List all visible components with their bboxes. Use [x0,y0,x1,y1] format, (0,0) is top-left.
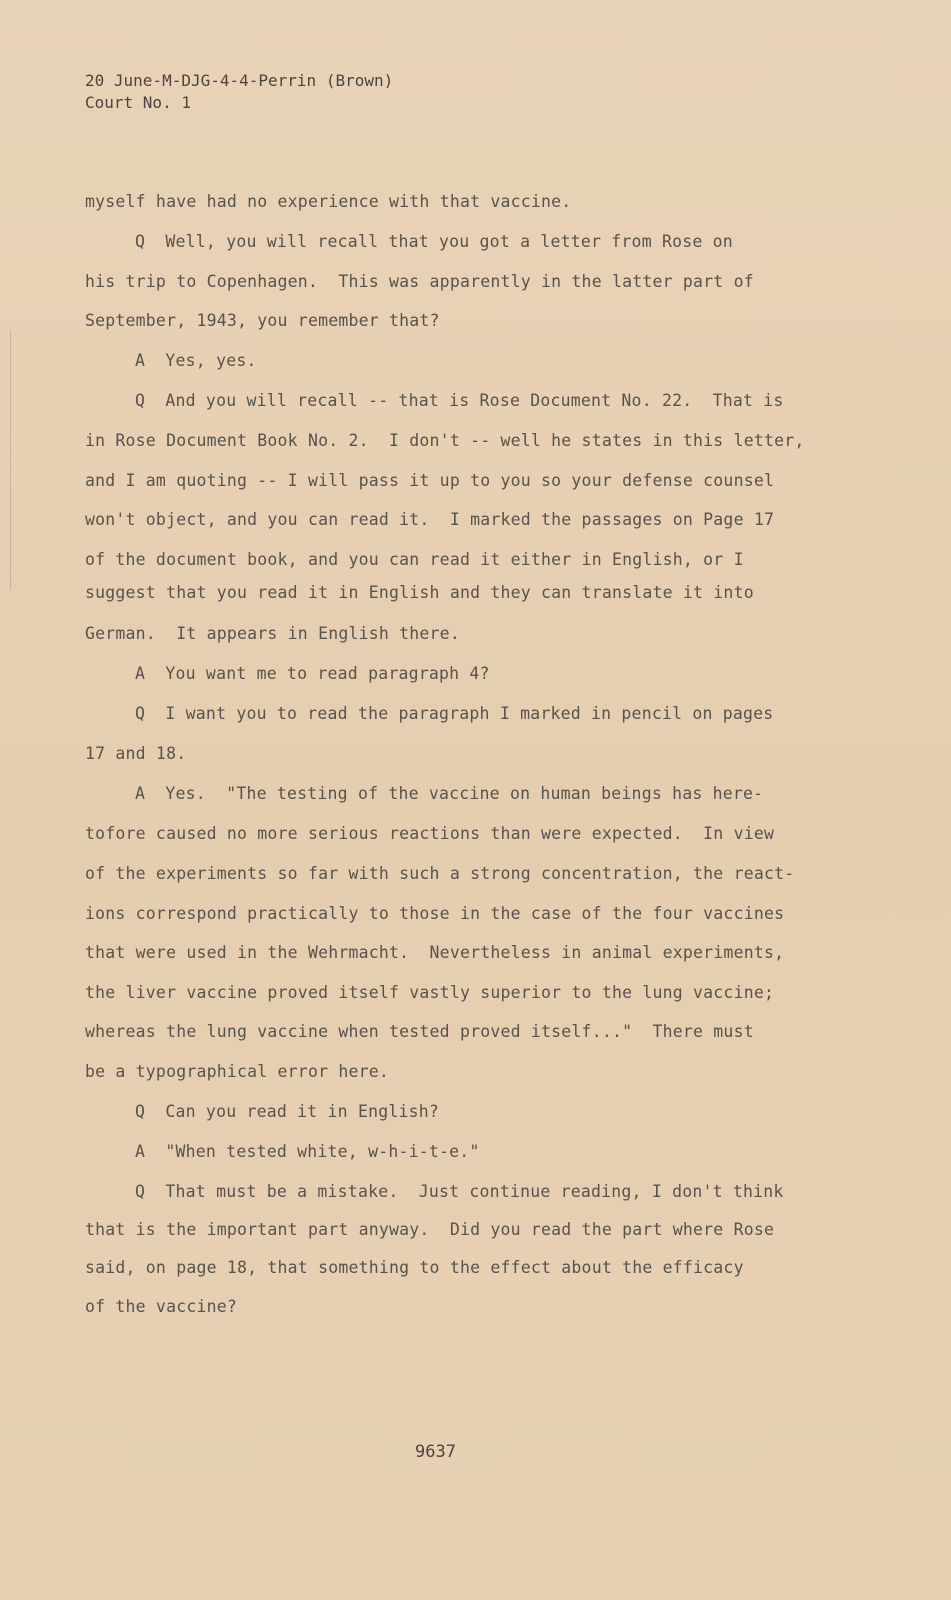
transcript-line: Q Can you read it in English? [135,1102,440,1121]
transcript-line: Q Well, you will recall that you got a letter from Rose on [135,232,733,251]
transcript-line: of the vaccine? [85,1297,238,1316]
transcript-line: of the document book, and you can read it either in English, or I [85,550,744,569]
transcript-line: that is the important part anyway. Did you read the part where Rose [85,1220,775,1239]
transcript-line: of the experiments so far with such a strong concentration, the react- [85,864,795,883]
transcript-line: tofore caused no more serious reactions than were expected. In view [85,824,775,843]
margin-mark [10,330,11,590]
transcript-line: and I am quoting -- I will pass it up to you so your defense counsel [85,471,775,490]
transcript-line: suggest that you read it in English and they can translate it into [85,583,754,602]
transcript-line: ions correspond practically to those in the case of the four vaccines [85,904,785,923]
transcript-line: said, on page 18, that something to the effect about the efficacy [85,1258,744,1277]
transcript-line: won't object, and you can read it. I marked the passages on Page 17 [85,510,775,529]
transcript-line: A Yes. "The testing of the vaccine on human beings has here- [135,784,764,803]
header-court: Court No. 1 [85,93,191,112]
transcript-line: A Yes, yes. [135,351,257,370]
transcript-line: in Rose Document Book No. 2. I don't -- well he states in this letter, [85,431,805,450]
transcript-line: whereas the lung vaccine when tested proved itself..." There must [85,1022,754,1041]
transcript-line: 17 and 18. [85,744,187,763]
transcript-line: Q I want you to read the paragraph I marked in pencil on pages [135,704,774,723]
transcript-line: Q That must be a mistake. Just continue reading, I don't think [135,1182,784,1201]
transcript-line: the liver vaccine proved itself vastly superior to the lung vaccine; [85,983,775,1002]
transcript-line: myself have had no experience with that vaccine. [85,192,572,211]
transcript-line: his trip to Copenhagen. This was apparently in the latter part of [85,272,754,291]
transcript-line: A You want me to read paragraph 4? [135,664,490,683]
transcript-line: German. It appears in English there. [85,624,460,643]
document-header [85,70,393,114]
transcript-line: September, 1943, you remember that? [85,311,440,330]
transcript-line: A "When tested white, w-h-i-t-e." [135,1142,480,1161]
header-reference: 20 June-M-DJG-4-4-Perrin (Brown) [85,71,394,90]
transcript-line: that were used in the Wehrmacht. Nevertheless in animal experiments, [85,943,785,962]
page-number: 9637 [415,1442,456,1462]
transcript-line: be a typographical error here. [85,1062,390,1081]
transcript-line: Q And you will recall -- that is Rose Document No. 22. That is [135,391,784,410]
